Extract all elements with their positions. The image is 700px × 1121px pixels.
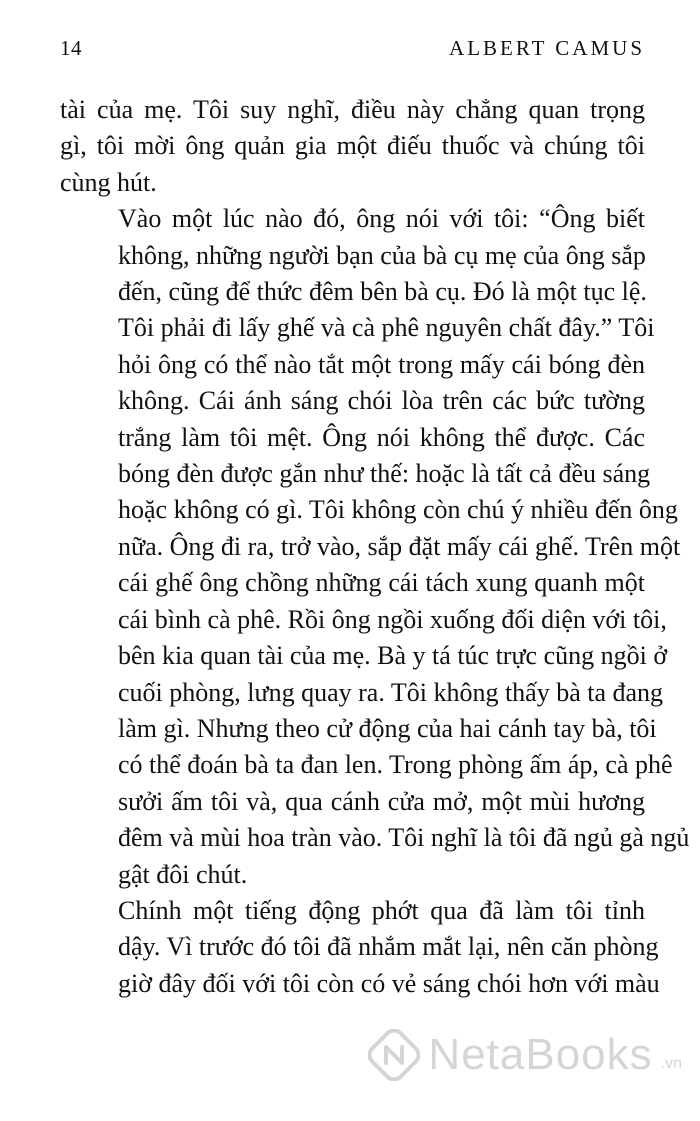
text-line: Chính một tiếng động phớt qua đã làm tôi tỉnh <box>118 895 645 925</box>
text-line: nữa. Ông đi ra, trở vào, sắp đặt mấy cái ghế. Trên một <box>118 531 681 561</box>
netabooks-logo-icon <box>368 1029 420 1081</box>
text-line: cùng hút. <box>60 167 157 197</box>
watermark-text: NetaBooks <box>428 1030 653 1079</box>
paragraph-3 <box>60 893 660 1002</box>
watermark <box>368 1029 682 1081</box>
paragraph-2 <box>60 201 690 893</box>
text-line: không, những người bạn của bà cụ mẹ của ông sắp <box>118 240 646 270</box>
text-line: cái bình cà phê. Rồi ông ngồi xuống đối diện với tôi, <box>118 604 667 634</box>
watermark-suffix: .vn <box>660 1055 682 1072</box>
text-line: giờ đây đối với tôi còn có vẻ sáng chói hơn với màu <box>118 968 660 998</box>
page-header <box>60 36 645 66</box>
text-line: gật đôi chút. <box>118 859 248 889</box>
text-line: làm gì. Nhưng theo cử động của hai cánh tay bà, tôi <box>118 713 657 743</box>
running-head: ALBERT CAMUS <box>449 36 645 60</box>
text-line: hỏi ông có thể nào tắt một trong mấy cái bóng đèn <box>118 349 645 379</box>
text-line: Vào một lúc nào đó, ông nói với tôi: “Ông biết <box>118 204 645 234</box>
text-line: Tôi phải đi lấy ghế và cà phê nguyên chất đây.” Tôi <box>118 313 655 343</box>
text-line: có thể đoán bà ta đan len. Trong phòng ấm áp, cà phê <box>118 750 673 780</box>
text-line: cuối phòng, lưng quay ra. Tôi không thấy bà ta đang <box>118 677 664 707</box>
text-line: trắng làm tôi mệt. Ông nói không thể được. Các <box>118 422 645 452</box>
text-line: sưởi ấm tôi và, qua cánh cửa mở, một mùi hương <box>118 786 645 816</box>
body-text <box>60 92 690 1002</box>
text-line: tài của mẹ. Tôi suy nghĩ, điều này chẳng quan trọng <box>60 95 645 124</box>
page-number: 14 <box>60 36 82 60</box>
text-line: đêm và mùi hoa tràn vào. Tôi nghĩ là tôi đã ngủ gà ngủ <box>118 823 690 853</box>
text-line: hoặc không có gì. Tôi không còn chú ý nhiều đến ông <box>118 495 678 525</box>
text-line: bên kia quan tài của mẹ. Bà y tá túc trực cũng ngồi ở <box>118 641 668 671</box>
text-line: đến, cũng để thức đêm bên bà cụ. Đó là một tục lệ. <box>118 277 647 307</box>
text-line: cái ghế ông chồng những cái tách xung quanh một <box>118 568 645 598</box>
text-line: gì, tôi mời ông quản gia một điếu thuốc và chúng tôi <box>60 131 645 161</box>
text-line: dậy. Vì trước đó tôi đã nhắm mắt lại, nên căn phòng <box>118 932 659 962</box>
text-line: không. Cái ánh sáng chói lòa trên các bức tường <box>118 386 645 416</box>
paragraph-1 <box>60 92 645 201</box>
text-line: bóng đèn được gắn như thế: hoặc là tất cả đều sáng <box>118 459 651 489</box>
